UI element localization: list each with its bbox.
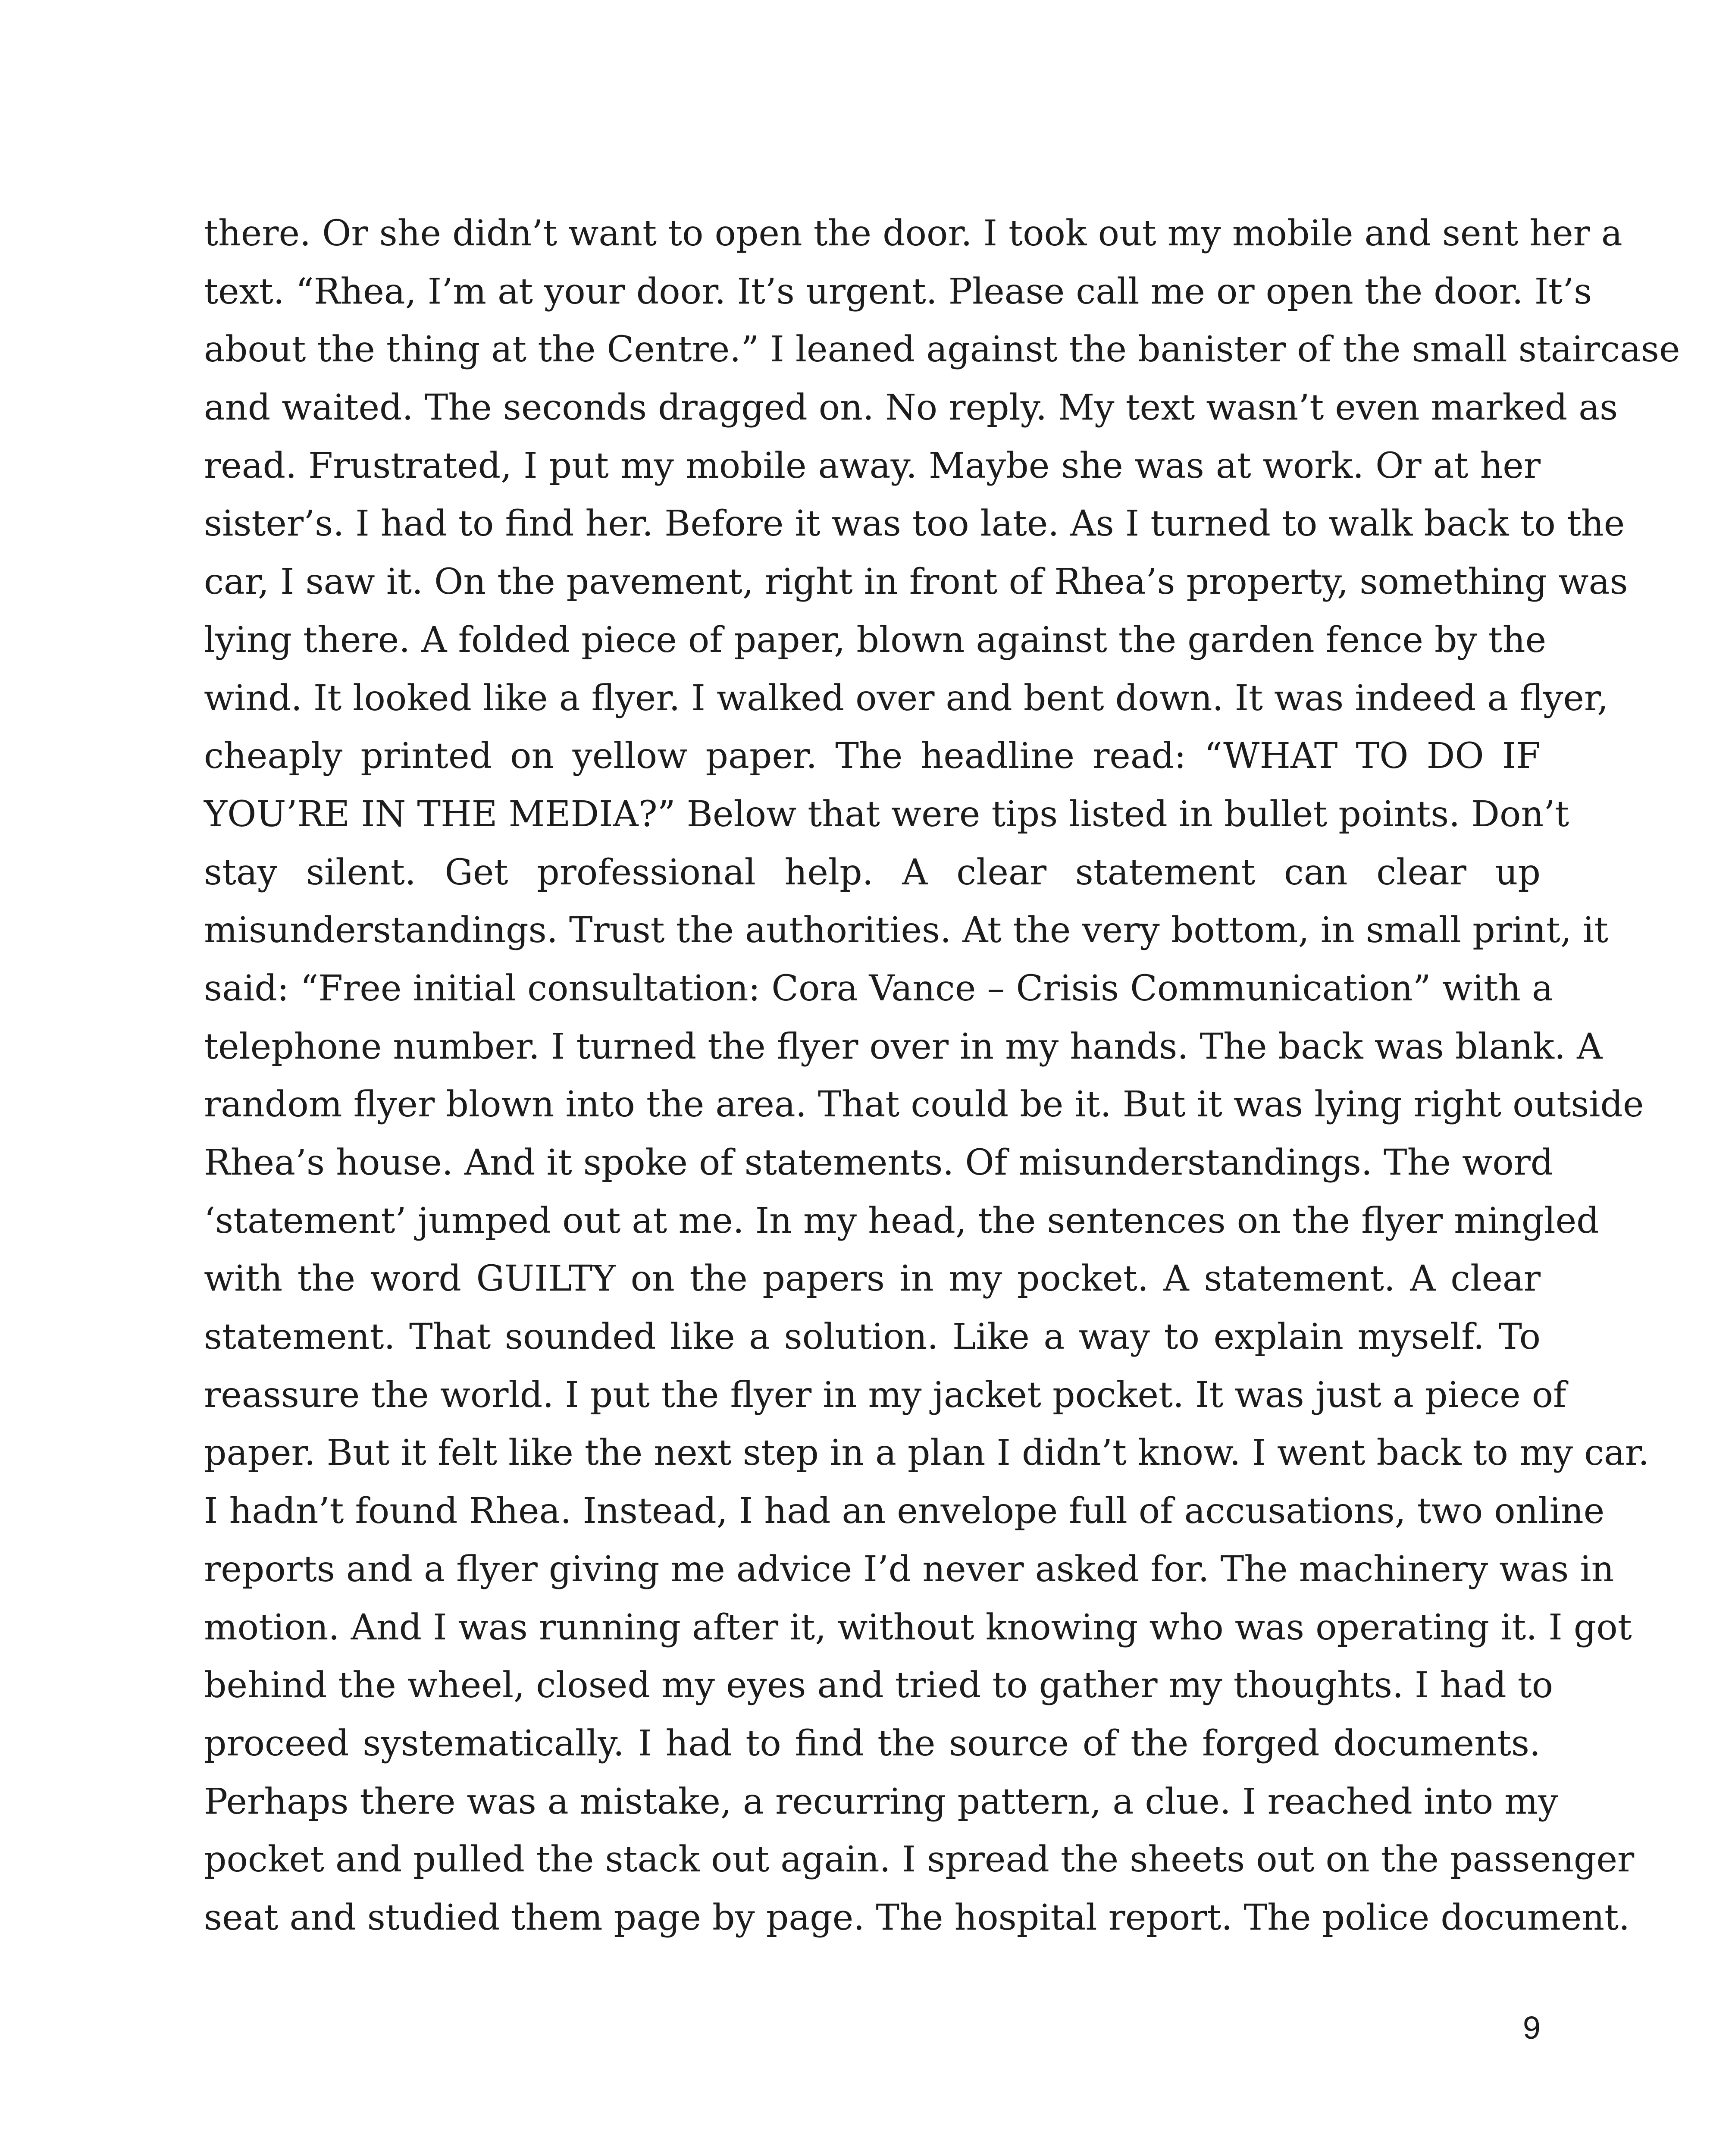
text-line: statement. That sounded like a solution. Like a way to explain myself. To: [204, 1316, 1541, 1358]
body-text: [204, 205, 1680, 1947]
text-line: stay silent. Get professional help. A clear statement can clear up: [204, 852, 1541, 893]
text-line: ‘statement’ jumped out at me. In my head, the sentences on the flyer mingled: [204, 1200, 1599, 1241]
text-line: read. Frustrated, I put my mobile away. Maybe she was at work. Or at her: [204, 445, 1541, 486]
text-line: motion. And I was running after it, without knowing who was operating it. I got: [204, 1607, 1632, 1648]
text-line: cheaply printed on yellow paper. The headline read: “WHAT TO DO IF: [204, 736, 1541, 777]
text-line: proceed systematically. I had to find the source of the forged documents.: [204, 1723, 1541, 1764]
text-line: Rhea’s house. And it spoke of statements. Of misunderstandings. The word: [204, 1142, 1553, 1183]
text-line: and waited. The seconds dragged on. No reply. My text wasn’t even marked as: [204, 387, 1618, 429]
text-line: car, I saw it. On the pavement, right in front of Rhea’s property, something was: [204, 561, 1628, 603]
text-line: random flyer blown into the area. That could be it. But it was lying right outside: [204, 1084, 1644, 1125]
text-line: reports and a flyer giving me advice I’d never asked for. The machinery was in: [204, 1548, 1614, 1590]
text-line: wind. It looked like a flyer. I walked over and bent down. It was indeed a flyer,: [204, 677, 1609, 719]
text-line: pocket and pulled the stack out again. I spread the sheets out on the passenger: [204, 1839, 1635, 1880]
text-line: sister’s. I had to find her. Before it was too late. As I turned to walk back to the: [204, 503, 1625, 545]
text-line: paper. But it felt like the next step in a plan I didn’t know. I went back to my car.: [204, 1432, 1650, 1474]
text-line: YOU’RE IN THE MEDIA?” Below that were tips listed in bullet points. Don’t: [204, 793, 1569, 835]
text-line: I hadn’t found Rhea. Instead, I had an envelope full of accusations, two online: [204, 1491, 1605, 1532]
text-line: telephone number. I turned the flyer over in my hands. The back was blank. A: [204, 1026, 1603, 1067]
text-line: text. “Rhea, I’m at your door. It’s urgent. Please call me or open the door. It’s: [204, 271, 1592, 312]
text-line: said: “Free initial consultation: Cora Vance – Crisis Communication” with a: [204, 968, 1553, 1009]
text-line: Perhaps there was a mistake, a recurring pattern, a clue. I reached into my: [204, 1781, 1558, 1822]
text-line: behind the wheel, closed my eyes and tried to gather my thoughts. I had to: [204, 1665, 1553, 1706]
page-number: 9: [1522, 2010, 1541, 2046]
text-line: misunderstandings. Trust the authorities. At the very bottom, in small print, it: [204, 910, 1609, 951]
text-line: lying there. A folded piece of paper, blown against the garden fence by the: [204, 619, 1547, 661]
text-line: with the word GUILTY on the papers in my pocket. A statement. A clear: [204, 1258, 1541, 1300]
text-line: there. Or she didn’t want to open the door. I took out my mobile and sent her a: [204, 213, 1622, 254]
text-line: seat and studied them page by page. The hospital report. The police document.: [204, 1897, 1630, 1938]
text-line: reassure the world. I put the flyer in my jacket pocket. It was just a piece of: [204, 1374, 1566, 1416]
text-line: about the thing at the Centre.” I leaned against the banister of the small staircase: [204, 329, 1680, 370]
